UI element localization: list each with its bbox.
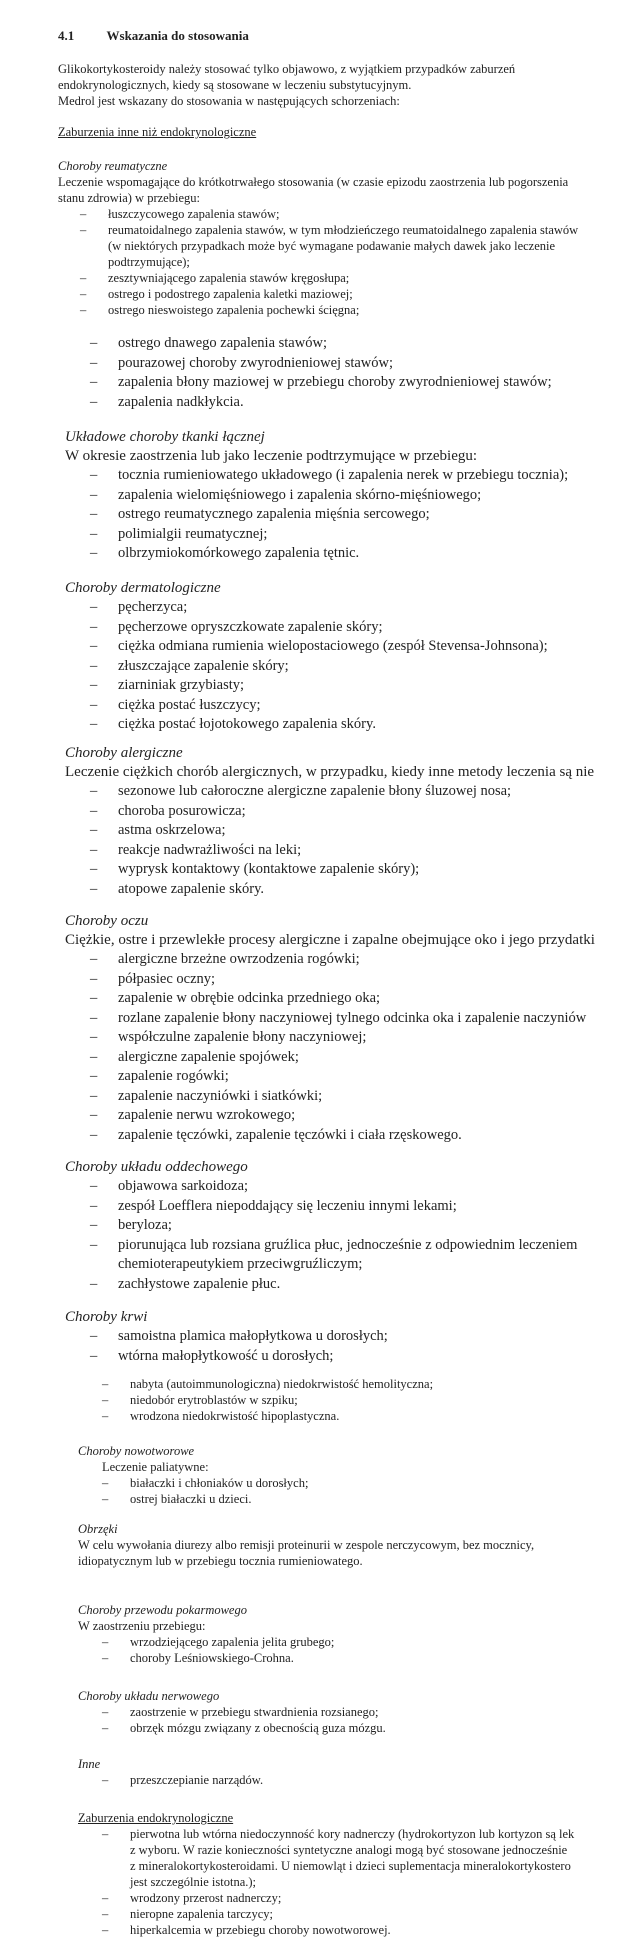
edema-heading: Obrzęki — [78, 1522, 118, 1536]
list-item: – ostrej białaczki u dzieci. — [100, 1491, 308, 1507]
list-item: – choroby Leśniowskiego-Crohna. — [100, 1650, 334, 1666]
list-item: – zesztywniającego zapalenia stawów kręgosłupa; — [78, 270, 578, 286]
list-item: – ciężka postać łojotokowego zapalenia skóry. — [88, 715, 548, 735]
list-item: – zapalenia nadkłykcia. — [88, 393, 552, 413]
neuro-heading: Choroby układu nerwowego — [78, 1689, 220, 1703]
list-item: – przeszczepianie narządów. — [100, 1772, 263, 1788]
list-item: – zapalenia wielomięśniowego i zapalenia skórno-mięśniowego; — [88, 486, 568, 506]
list-item: – białaczki i chłoniaków u dorosłych; — [100, 1475, 308, 1491]
section-number: 4.1 — [58, 28, 75, 43]
list-item: – alergiczne zapalenie spojówek; — [88, 1048, 586, 1068]
list-item: – wrodzony przerost nadnerczy; — [100, 1890, 574, 1906]
rheumatic-list — [78, 206, 578, 318]
eye-list — [88, 950, 586, 1145]
neuro-list — [100, 1704, 386, 1736]
list-item: – hiperkalcemia w przebiegu choroby nowotworowej. — [100, 1922, 574, 1938]
onco-lead: Leczenie paliatywne: — [102, 1460, 209, 1474]
list-item: – tocznia rumieniowatego układowego (i zapalenia nerek w przebiegu tocznia); — [88, 466, 568, 486]
list-item: – zaostrzenie w przebiegu stwardnienia rozsianego; — [100, 1704, 386, 1720]
list-item: – pęcherzowe opryszczkowate zapalenie skóry; — [88, 618, 548, 638]
endocrine-list — [100, 1826, 574, 1938]
list-item: – choroba posurowicza; — [88, 802, 511, 822]
edema-paragraph: W celu wywołania diurezy albo remisji proteinurii w zespole nerczycowym, bez mocznicy, idiopatycznym lub w przebiegu tocznia rumieniowatego. — [78, 1538, 535, 1568]
other-heading: Inne — [78, 1757, 101, 1771]
list-item-cont: jest szczególnie istotna.); — [130, 1875, 257, 1889]
gi-list — [100, 1634, 334, 1666]
list-item: – astma oskrzelowa; — [88, 821, 511, 841]
list-item: – złuszczające zapalenie skóry; — [88, 657, 548, 677]
nonendocrine-heading: Zaburzenia inne niż endokrynologiczne — [58, 125, 257, 139]
gi-lead: W zaostrzeniu przebiegu: — [78, 1619, 206, 1633]
list-item-cont: z mineralokortykosteroidami. U niemowląt i dzieci suplementacja mineralokortykostero — [130, 1859, 571, 1873]
section-heading — [58, 28, 249, 44]
list-item: – polimialgii reumatycznej; — [88, 525, 568, 545]
derm-list — [88, 598, 548, 735]
list-item: – zapalenie w obrębie odcinka przedniego oka; — [88, 989, 586, 1009]
onco-list — [100, 1475, 308, 1507]
list-item: – pęcherzyca; — [88, 598, 548, 618]
list-item: – samoistna plamica małopłytkowa u dorosłych; — [88, 1327, 388, 1347]
rheumatic-heading: Choroby reumatyczne — [58, 159, 168, 173]
list-item: – wyprysk kontaktowy (kontaktowe zapalenie skóry); — [88, 860, 511, 880]
list-item: – zachłystowe zapalenie płuc. — [88, 1275, 577, 1295]
list-item-cont: (w niektórych przypadkach może być wymagane podawanie małych dawek jako leczenie — [108, 239, 556, 253]
resp-list — [88, 1177, 577, 1294]
list-item: – atopowe zapalenie skóry. — [88, 880, 511, 900]
rheumatic-list-large — [88, 334, 552, 412]
list-item: – sezonowe lub całoroczne alergiczne zapalenie błony śluzowej nosa; — [88, 782, 511, 802]
list-item: – olbrzymiokomórkowego zapalenia tętnic. — [88, 544, 568, 564]
section-title: Wskazania do stosowania — [106, 28, 249, 43]
list-item: – ostrego dnawego zapalenia stawów; — [88, 334, 552, 354]
allergy-list — [88, 782, 511, 899]
onco-heading: Choroby nowotworowe — [78, 1444, 195, 1458]
allergy-lead: Leczenie ciężkich chorób alergicznych, w przypadku, kiedy inne metody leczenia są nie — [65, 764, 595, 780]
endocrine-heading: Zaburzenia endokrynologiczne — [78, 1811, 234, 1825]
list-item: – ciężka odmiana rumienia wielopostaciowego (zespół Stevensa-Johnsona); — [88, 637, 548, 657]
derm-heading: Choroby dermatologiczne — [65, 580, 221, 596]
list-item: – zespół Loefflera niepoddający się leczeniu innymi lekami; — [88, 1197, 577, 1217]
list-item: – obrzęk mózgu związany z obecnością guza mózgu. — [100, 1720, 386, 1736]
list-item: – ostrego reumatycznego zapalenia mięśnia sercowego; — [88, 505, 568, 525]
blood-heading: Choroby krwi — [65, 1309, 148, 1325]
list-item-cont: z wyboru. W razie konieczności syntetyczne analogi mogą być stosowane jednocześnie — [130, 1843, 568, 1857]
allergy-heading: Choroby alergiczne — [65, 745, 183, 761]
connective-lead: W okresie zaostrzenia lub jako leczenie podtrzymujące w przebiegu: — [65, 448, 478, 464]
list-item: – zapalenie tęczówki, zapalenie tęczówki i ciała rzęskowego. — [88, 1126, 586, 1146]
list-item-cont: podtrzymujące); — [108, 255, 190, 269]
list-item: – wrodzona niedokrwistość hipoplastyczna. — [100, 1408, 433, 1424]
list-item: – niedobór erytroblastów w szpiku; — [100, 1392, 433, 1408]
list-item: – pierwotna lub wtórna niedoczynność kory nadnerczy (hydrokortyzon lub kortyzon są lek — [100, 1826, 574, 1842]
list-item: – ostrego i podostrego zapalenia kaletki maziowej; — [78, 286, 578, 302]
list-item: – łuszczycowego zapalenia stawów; — [78, 206, 578, 222]
other-list — [100, 1772, 263, 1788]
connective-heading: Układowe choroby tkanki łącznej — [65, 429, 265, 445]
list-item: – beryloza; — [88, 1216, 577, 1236]
list-item: – wtórna małopłytkowość u dorosłych; — [88, 1347, 388, 1367]
list-item: – nabyta (autoimmunologiczna) niedokrwistość hemolityczna; — [100, 1376, 433, 1392]
list-item: – nieropne zapalenia tarczycy; — [100, 1906, 574, 1922]
blood-list-small — [100, 1376, 433, 1424]
list-item: – ciężka postać łuszczycy; — [88, 696, 548, 716]
connective-list — [88, 466, 568, 564]
list-item: – objawowa sarkoidoza; — [88, 1177, 577, 1197]
gi-heading: Choroby przewodu pokarmowego — [78, 1603, 247, 1617]
list-item: – pourazowej choroby zwyrodnieniowej stawów; — [88, 354, 552, 374]
list-item: – zapalenie rogówki; — [88, 1067, 586, 1087]
list-item: – piorunująca lub rozsiana gruźlica płuc, jednocześnie z odpowiednim leczeniem — [88, 1236, 577, 1256]
list-item: – rozlane zapalenie błony naczyniowej tylnego odcinka oka i zapalenie naczyniów — [88, 1009, 586, 1029]
rheumatic-lead: Leczenie wspomagające do krótkotrwałego stosowania (w czasie epizodu zaostrzenia lub pogorszenia stanu zdrowia) w przebiegu: — [58, 175, 569, 205]
resp-heading: Choroby układu oddechowego — [65, 1159, 248, 1175]
list-item: – zapalenie naczyniówki i siatkówki; — [88, 1087, 586, 1107]
list-item: – alergiczne brzeżne owrzodzenia rogówki; — [88, 950, 586, 970]
eye-lead: Ciężkie, ostre i przewlekłe procesy alergiczne i zapalne obejmujące oko i jego przydatki — [65, 932, 595, 948]
list-item: – półpasiec oczny; — [88, 970, 586, 990]
intro-paragraph: Glikokortykosteroidy należy stosować tylko objawowo, z wyjątkiem przypadków zaburzeń endokrynologicznych, kiedy są stosowane w leczeniu substytucyjnym. Medrol jest wskazany do stosowania w następujących schorzeniach: — [58, 62, 516, 108]
list-item: – reumatoidalnego zapalenia stawów, w tym młodzieńczego reumatoidalnego zapalenia stawów — [78, 222, 578, 238]
blood-list-large — [88, 1327, 388, 1366]
list-item: – ziarniniak grzybiasty; — [88, 676, 548, 696]
list-item: – zapalenia błony maziowej w przebiegu choroby zwyrodnieniowej stawów; — [88, 373, 552, 393]
list-item-cont: chemioterapeutykiem przeciwgruźliczym; — [118, 1256, 363, 1272]
list-item: – współczulne zapalenie błony naczyniowej; — [88, 1028, 586, 1048]
list-item: – zapalenie nerwu wzrokowego; — [88, 1106, 586, 1126]
list-item: – wrzodziejącego zapalenia jelita grubego; — [100, 1634, 334, 1650]
list-item: – reakcje nadwrażliwości na leki; — [88, 841, 511, 861]
eye-heading: Choroby oczu — [65, 913, 149, 929]
list-item: – ostrego nieswoistego zapalenia pochewki ścięgna; — [78, 302, 578, 318]
